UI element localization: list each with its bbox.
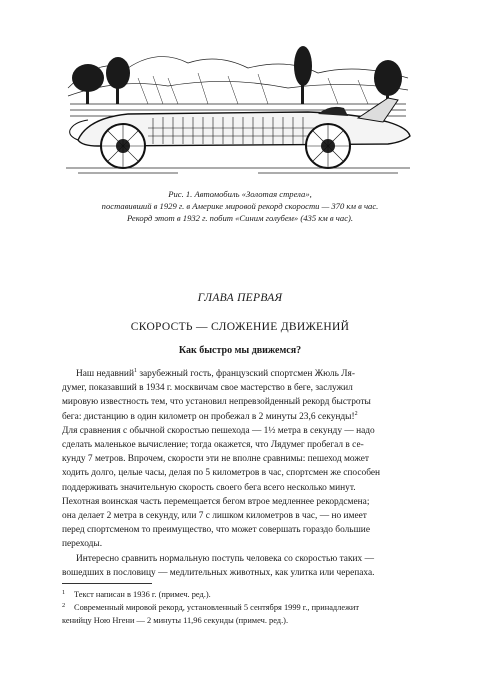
text-line: думег, показавший в 1934 г. москвичам свое мастерство в беге, заслужил	[62, 383, 353, 394]
chapter-title: СКОРОСТЬ — СЛОЖЕНИЕ ДВИЖЕНИЙ	[130, 321, 350, 333]
footnote-text: Современный мировой рекорд, установленный 5 сентября 1999 г., принадлежит	[74, 603, 360, 612]
footnote-ref[interactable]: 2	[354, 410, 358, 417]
footnote-continuation: кенийцу Ною Нгени — 2 минуты 11,96 секунды (примеч. ред.).	[62, 616, 289, 625]
text-line: перед спортсменом то преимущество, что может совершать гораздо большие	[62, 525, 370, 536]
footnote	[62, 588, 424, 601]
race-car-illustration	[58, 18, 418, 180]
text-line: переходы.	[62, 539, 103, 550]
caption-line: поставивший в 1929 г. в Америке мировой рекорд скорости — 370 км в час.	[101, 201, 379, 211]
footnote	[62, 601, 424, 614]
text-line: сделать маленькое вычисление; тогда окажется, что Лядумег пробегал в се-	[62, 440, 364, 451]
caption-line: Рекорд этот в 1932 г. побит «Синим голубем» (435 км в час).	[126, 213, 354, 223]
text-line: поддерживать значительную скорость своего бега всего несколько минут.	[62, 482, 356, 493]
figure-caption	[60, 188, 420, 224]
text-line: бега: дистанцию в один километр он пробежал в 2 минуты 23,6 секунды!$^2$	[62, 410, 358, 422]
footnote-number: 2	[62, 602, 66, 609]
footnote-number: 1	[62, 589, 66, 596]
footnote-ref[interactable]: 1	[133, 367, 137, 374]
chapter-label: ГЛАВА ПЕРВАЯ	[197, 292, 283, 304]
body-text	[62, 367, 422, 580]
text-line: мировую известность тем, что установил непревзойденный рекорд быстроты	[62, 397, 371, 408]
footnote-text: Текст написан в 1936 г. (примеч. ред.).	[74, 590, 211, 599]
caption-line: Рис. 1. Автомобиль «Золотая стрела»,	[168, 189, 312, 199]
text-line: ходить долго, целые часы, делая по 5 километров в час, спортсмен же способен	[62, 468, 381, 479]
text-line: Для сравнения с обычной скоростью пешехода — 1½ метра в секунду — надо	[62, 425, 375, 436]
text-line: Наш недавний$^1$ зарубежный гость, французский спортсмен Жюль Ля-	[76, 367, 355, 379]
text-line: Пехотная воинская часть перемещается бегом втрое медленнее рекордсмена;	[62, 496, 370, 507]
text-line: Интересно сравнить нормальную поступь человека со скоростью таких —	[76, 553, 374, 564]
section-title: Как быстро мы движемся?	[178, 345, 302, 356]
footnotes	[62, 588, 424, 627]
text-line: кунду 7 метров. Впрочем, скорости эти не вполне сравнимы: пешеход может	[62, 454, 369, 465]
text-line: вошедших в пословицу — медлительных животных, как улитка или черепаха.	[62, 567, 375, 578]
text-line: она делает 2 метра в секунду, или 7 с лишком километров в час, — но имеет	[62, 511, 367, 522]
footnote-divider	[62, 583, 152, 584]
